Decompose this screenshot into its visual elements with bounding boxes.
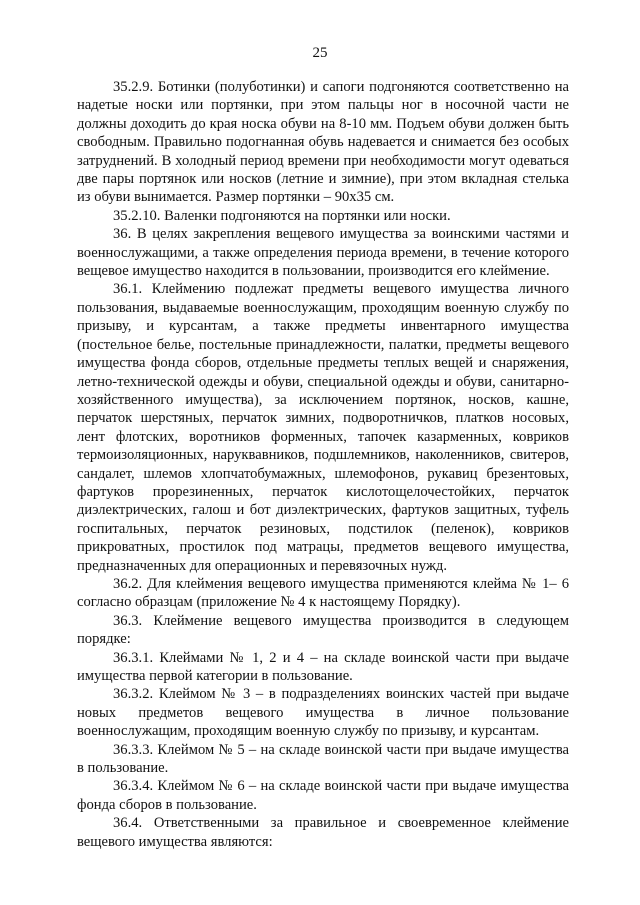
paragraph-36: 36. В целях закрепления вещевого имущества за воинскими частями и военнослужащими, а также определения периода времени, в течение которого вещевое имущество находится в пользовании, производится его клеймение. bbox=[77, 226, 569, 280]
paragraph-35-2-10: 35.2.10. Валенки подгоняются на портянки или носки. bbox=[113, 207, 451, 224]
paragraph-36-3-4: 36.3.4. Клеймом № 6 – на складе воинской части при выдаче имущества фонда сборов в пользование. bbox=[77, 778, 569, 813]
page-number: 25 bbox=[312, 45, 328, 61]
paragraph-36-3: 36.3. Клеймение вещевого имущества производится в следующем порядке: bbox=[77, 612, 569, 648]
paragraph-36-1: 36.1. Клеймению подлежат предметы вещевого имущества личного пользования, выдаваемые военнослужащим, проходящим военную службу по призыву, и курсантам, а также предметы инвентарного имущества (постельное белье, постельные принадлежности, палатки, предметы вещевого имущества фонда сборов, отдельные предметы теплых вещей и снаряжения, летно-технической одежды и обуви, специальной одежды и обуви, санитарно-хозяйственного имущества), за исключением портянок, носков, кашне, перчаток шерстяных, перчаток зимних, подворотничков, платков носовых, лент флотских, воротников форменных, тапочек казарменных, ковриков термоизоляционных, наруквавников, подшлемников, наколенников, свитеров, сандалет, шлемов хлопчатобумажных, шлемофонов, рукавиц брезентовых, фартуков прорезиненных, перчаток кислотощелочестойких, перчаток диэлектрических, галош и бот диэлектрических, фартуков защитных, туфель госпитальных, перчаток резиновых, подстилок (пеленок), ковриков прикроватных, простилок под матрацы, предметов вещевого имущества, предназначенных для операционных и перевязочных нужд. bbox=[77, 281, 569, 574]
paragraph-36-3-3: 36.3.3. Клеймом № 5 – на складе воинской части при выдаче имущества в пользование. bbox=[77, 741, 569, 777]
paragraph-36-2: 36.2. Для клеймения вещевого имущества применяются клейма № 1– 6 согласно образцам (приложение № 4 к настоящему Порядку). bbox=[77, 575, 569, 611]
paragraph-36-3-1: 36.3.1. Клеймами № 1, 2 и 4 – на складе воинской части при выдаче имущества первой категории в пользование. bbox=[77, 649, 569, 684]
paragraph-36-4: 36.4. Ответственными за правильное и своевременное клеймение вещевого имущества являются: bbox=[77, 815, 569, 850]
paragraph-36-3-2: 36.3.2. Клеймом № 3 – в подразделениях воинских частей при выдаче новых предметов вещевого имущества в личное пользование военнослужащим, проходящим военную службу по призыву, и курсантам. bbox=[77, 686, 569, 740]
paragraph-35-2-9: 35.2.9. Ботинки (полуботинки) и сапоги подгоняются соответственно на надетые носки или портянки, при этом пальцы ног в носочной части не должны доходить до края носка обуви на 8-10 мм. Подъем обуви должен быть свободным. Правильно подогнанная обувь надевается и снимается без особых затруднений. В холодный период времени при необходимости могут одеваться две пары портянок или носков (летние и зимние), при этом вкладная стелька из обуви вынимается. Размер портянки – 90х35 см. bbox=[77, 79, 569, 206]
document-body bbox=[77, 78, 569, 851]
